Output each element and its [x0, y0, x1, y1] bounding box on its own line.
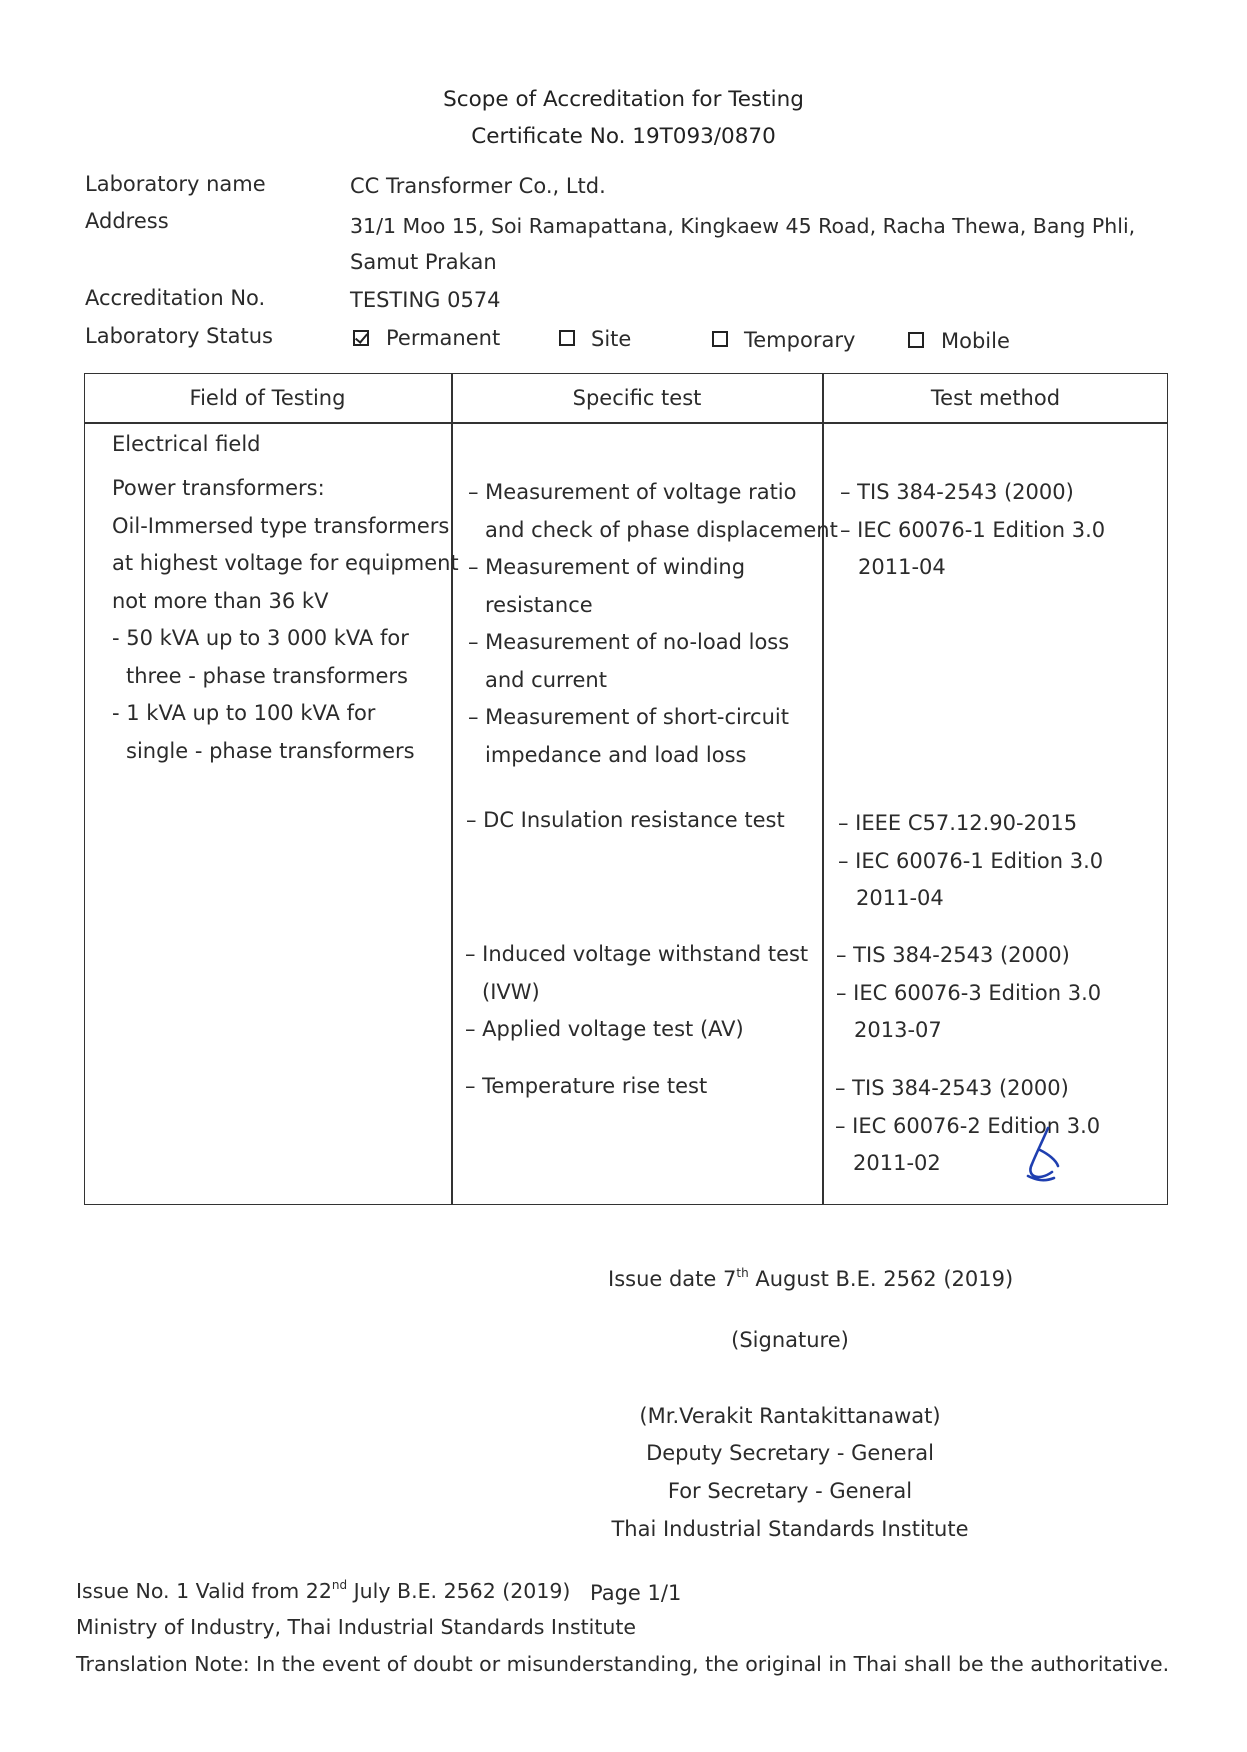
- field-description: [112, 470, 459, 770]
- test-line: – Induced voltage withstand test: [465, 942, 809, 966]
- test-methods-group-2: [838, 805, 1103, 918]
- handwritten-initial-icon: [1018, 1120, 1066, 1190]
- status-mobile-label: Mobile: [941, 329, 1010, 353]
- header-field-of-testing: Field of Testing: [189, 386, 346, 410]
- method-line: – IEEE C57.12.90-2015: [838, 811, 1078, 835]
- header-test-method: Test method: [930, 386, 1061, 410]
- method-line: 2011-04: [856, 886, 944, 910]
- issue-date-sup: th: [736, 1266, 749, 1280]
- test-line: and check of phase displacement: [485, 517, 838, 542]
- field-line: Power transformers:: [112, 476, 325, 500]
- specific-tests-group-3: [465, 936, 808, 1049]
- signer-title-2: For Secretary - General: [667, 1479, 913, 1503]
- field-line: Oil-Immersed type transformers: [112, 513, 450, 538]
- field-line: - 50 kVA up to 3 000 kVA for: [112, 626, 409, 650]
- specific-tests-group-1: [468, 474, 838, 774]
- status-site-checkbox: [559, 330, 575, 346]
- footer-translation-note: Translation Note: In the event of doubt or misunderstanding, the original in Thai shall be the authoritative.: [76, 1652, 1170, 1676]
- status-permanent-label: Permanent: [386, 326, 501, 350]
- lab-name-value: CC Transformer Co., Ltd.: [350, 174, 606, 198]
- method-line: 2011-02: [853, 1151, 941, 1175]
- signer-name: (Mr.Verakit Rantakittanawat): [639, 1404, 941, 1428]
- address-line-1: 31/1 Moo 15, Soi Ramapattana, Kingkaew 45 Road, Racha Thewa, Bang Phli,: [350, 214, 1136, 238]
- table-header-divider: [84, 422, 1168, 424]
- field-line: single - phase transformers: [126, 738, 415, 763]
- footer-issue-prefix: Issue No. 1 Valid from 22: [76, 1579, 332, 1603]
- test-line: (IVW): [482, 979, 540, 1004]
- field-line: not more than 36 kV: [112, 588, 329, 613]
- accreditation-number: TESTING 0574: [350, 288, 501, 312]
- address-line-2: Samut Prakan: [350, 250, 497, 274]
- issue-date-suffix: August B.E. 2562 (2019): [748, 1267, 1014, 1291]
- address-label: Address: [85, 209, 169, 233]
- issue-date: [608, 1266, 1013, 1292]
- test-methods-group-3: [836, 937, 1101, 1050]
- status-permanent-checkbox: [353, 330, 369, 346]
- signer-organization: Thai Industrial Standards Institute: [611, 1517, 969, 1541]
- lab-name-label: Laboratory name: [85, 172, 266, 196]
- method-line: 2011-04: [858, 555, 946, 579]
- footer-page-number: Page 1/1: [590, 1581, 682, 1605]
- status-label: Laboratory Status: [85, 324, 273, 348]
- signature-placeholder: (Signature): [731, 1328, 849, 1352]
- field-line: at highest voltage for equipment: [112, 551, 459, 575]
- status-temporary-checkbox: [712, 331, 728, 347]
- footer-issue-number: [76, 1578, 570, 1604]
- footer-issue-suffix: July B.E. 2562 (2019): [347, 1579, 571, 1603]
- issue-date-prefix: Issue date 7: [608, 1267, 737, 1291]
- field-heading: Electrical field: [112, 432, 261, 456]
- status-mobile-checkbox: [908, 332, 924, 348]
- test-line: – Measurement of short-circuit: [468, 705, 789, 729]
- test-line: – Measurement of no-load loss: [468, 630, 790, 654]
- method-line: – IEC 60076-2 Edition 3.0: [835, 1113, 1101, 1138]
- header-specific-test: Specific test: [572, 386, 702, 410]
- field-line: - 1 kVA up to 100 kVA for: [112, 701, 376, 725]
- status-temporary-label: Temporary: [744, 328, 856, 352]
- test-methods-group-1: [840, 474, 1105, 587]
- method-line: – IEC 60076-3 Edition 3.0: [836, 980, 1102, 1005]
- certificate-number: Certificate No. 19T093/0870: [471, 124, 776, 149]
- field-line: three - phase transformers: [126, 663, 408, 688]
- specific-tests-group-4: [465, 1068, 707, 1106]
- footer-ministry: Ministry of Industry, Thai Industrial Standards Institute: [76, 1615, 637, 1639]
- method-line: – TIS 384-2543 (2000): [840, 480, 1074, 504]
- specific-tests-group-2: [466, 802, 785, 840]
- test-line: – Temperature rise test: [465, 1074, 708, 1098]
- test-line: – Measurement of voltage ratio: [468, 480, 797, 504]
- test-line: – Measurement of winding: [468, 555, 746, 579]
- signer-title-1: Deputy Secretary - General: [646, 1441, 934, 1465]
- method-line: – TIS 384-2543 (2000): [835, 1076, 1069, 1100]
- method-line: – TIS 384-2543 (2000): [836, 943, 1070, 967]
- accreditation-label: Accreditation No.: [85, 286, 266, 310]
- test-line: impedance and load loss: [485, 742, 747, 767]
- status-site-label: Site: [591, 327, 632, 351]
- test-line: – Applied voltage test (AV): [465, 1017, 744, 1041]
- test-line: – DC Insulation resistance test: [466, 808, 785, 832]
- footer-issue-sup: nd: [331, 1578, 348, 1592]
- test-line: resistance: [485, 592, 593, 617]
- test-line: and current: [485, 667, 607, 692]
- method-line: – IEC 60076-1 Edition 3.0: [838, 848, 1104, 873]
- document-title: Scope of Accreditation for Testing: [443, 87, 804, 112]
- method-line: 2013-07: [854, 1018, 942, 1042]
- method-line: – IEC 60076-1 Edition 3.0: [840, 517, 1106, 542]
